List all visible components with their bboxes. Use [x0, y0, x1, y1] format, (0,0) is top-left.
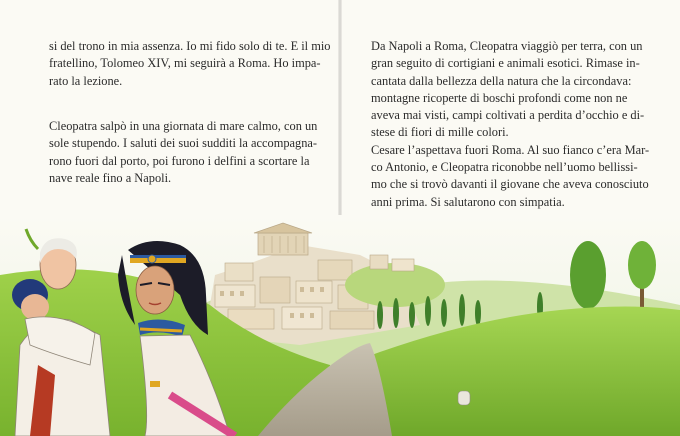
text-line: Cesare l’aspettava fuori Roma. Al suo fianco c’era Mar- — [371, 142, 650, 157]
text-line: mo che si trovò davanti il giovane che aveva conosciuto — [371, 177, 649, 192]
hilltop-building — [392, 259, 414, 271]
text-line: nave reale fino a Napoli. — [49, 170, 172, 185]
text-line: rato la lezione. — [49, 73, 123, 88]
hilltop-building — [370, 255, 388, 269]
text-line: fratellino, Tolomeo XIV, mi seguirà a Roma. Ho impa- — [49, 56, 321, 71]
text-line: sole stupendo. I saluti dei suoi sudditi la accompagna- — [49, 136, 318, 151]
text-line: Cleopatra salpò in una giornata di mare calmo, con un — [49, 119, 318, 133]
text-line: stese di fiori di mille colori. — [371, 125, 509, 140]
text-line: Da Napoli a Roma, Cleopatra viaggiò per terra, con un — [371, 39, 643, 53]
text-line: rono fuori dal porto, poi furono i delfini a scortare la — [49, 153, 310, 168]
text-line: si del trono in mia assenza. Io mi fido solo di te. E il mio — [49, 39, 331, 53]
text-line: gran seguito di cortigiani e animali esotici. Rimase in- — [371, 56, 640, 71]
text-line: montagne ricoperte di boschi profondi come non ne — [371, 90, 628, 105]
left-paragraph-2 — [49, 118, 317, 187]
text-line: co Antonio, e Cleopatra riconobbe nell’uomo bellissi- — [371, 160, 638, 175]
milestone — [458, 391, 470, 405]
left-paragraph-1 — [49, 38, 331, 90]
text-line: cantata dalla bellezza della natura che la circondava: — [371, 73, 632, 88]
right-paragraph — [371, 38, 649, 211]
text-line: aveva mai visti, campi coltivati a perdita d’occhio e di- — [371, 108, 645, 123]
text-line: anni prima. Si salutarono con simpatia. — [371, 194, 565, 209]
illustration-roman-landscape — [0, 215, 680, 436]
